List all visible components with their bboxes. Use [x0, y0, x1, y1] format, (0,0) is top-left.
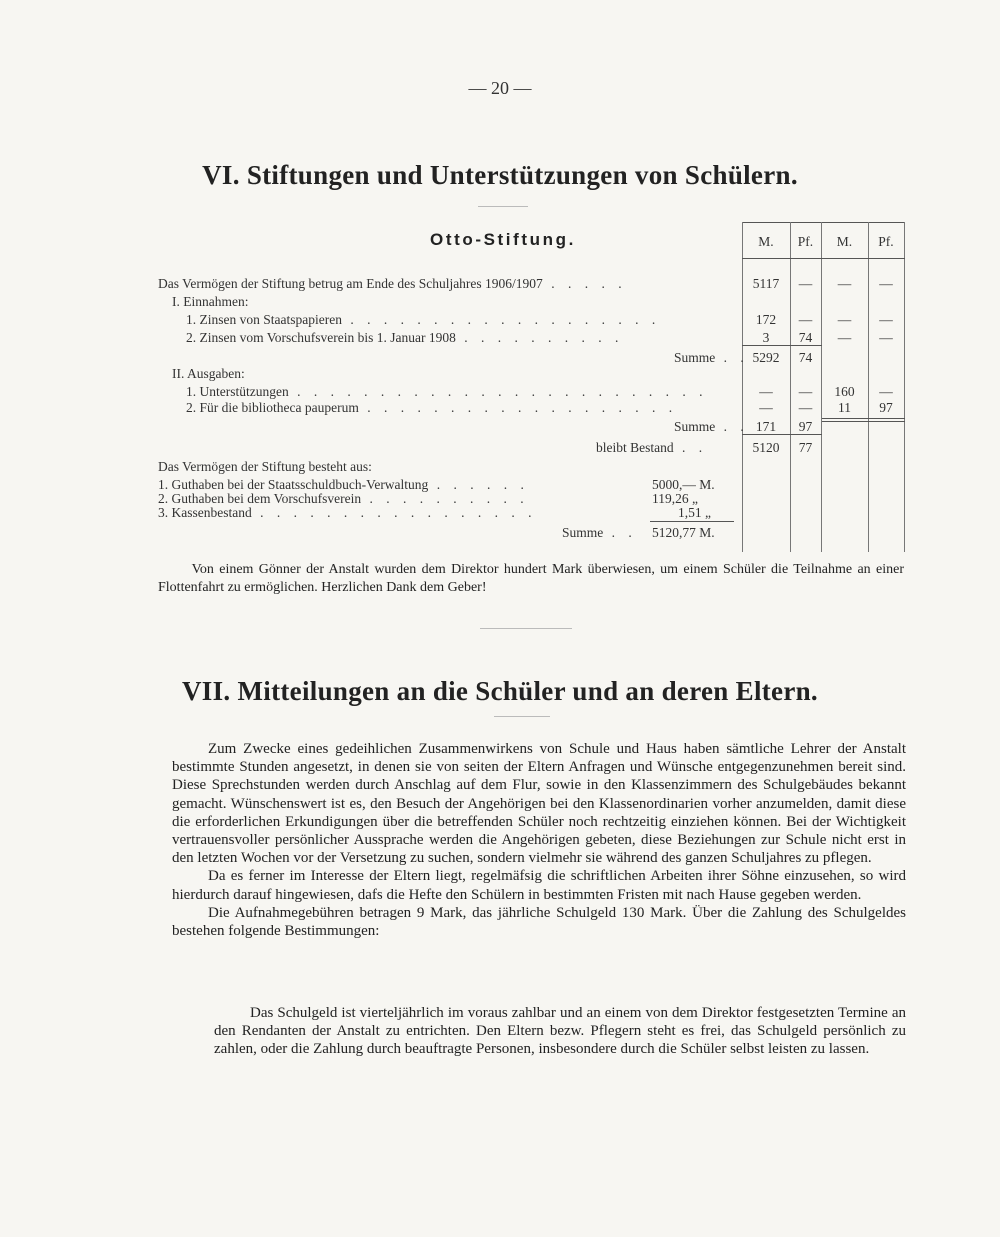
holdings-sum-label: Summe . . — [562, 525, 637, 540]
cell: 160 — [834, 384, 855, 399]
paragraph: Zum Zwecke eines gedeihlichen Zusammenwirkens von Schule und Haus haben sämtliche Lehrer der Anstalt bestimmte Stunden angesetzt, in denen sie von seiten der Eltern Anfragen und Wünsche entgegenzunehmen bereit sind. Diese Sprechstunden werden durch Anschlag auf dem Flur, sowie in den Klassenzimmern des Schulgebäudes bekannt gemacht. Wünschenswert ist es, den Besuch der Angehörigen bei den Klassenordinarien vorher anzumelden, damit diese die erforderlichen Erkundigungen über die betreffenden Schüler noch rechtzeitig einziehen können. Bei der Wichtigkeit vertrauensvoller persönlicher Aussprache werden die Angehörigen gebeten, diese Beziehungen zur Schule nicht erst in den letzten Wochen vor der Versetzung zu suchen, sondern vielmehr sie während des ganzen Schuljahres zu pflegen. — [172, 741, 906, 867]
cell: — — [798, 400, 813, 415]
cell: — — [798, 384, 813, 399]
foundation-title: Otto-Stiftung. — [430, 230, 576, 249]
cell: — — [837, 276, 852, 291]
sum-label: Summe . . — [674, 350, 749, 365]
cell: 74 — [798, 350, 813, 365]
section-6-title: VI. Stiftungen und Unterstützungen von Schülern. — [202, 160, 798, 190]
cell: — — [879, 312, 893, 327]
table-row-label: Das Vermögen der Stiftung betrug am Ende des Schuljahres 1906/1907 . . . . . — [158, 276, 627, 291]
cell: 97 — [879, 400, 893, 415]
cell: 74 — [798, 330, 813, 345]
cell: 3 — [762, 330, 770, 345]
sum-label: Summe . . — [674, 419, 749, 434]
cell: — — [879, 276, 893, 291]
cell: 5120 — [752, 440, 780, 455]
table-rule-right — [904, 222, 905, 552]
holdings-sum-value: 5120,77 M. — [652, 525, 715, 540]
holding-value: 5000,— M. — [652, 477, 715, 492]
divider — [480, 628, 572, 629]
cell: 97 — [798, 419, 813, 434]
divider — [494, 716, 550, 717]
page-number: — 20 — — [468, 78, 532, 98]
cell: — — [798, 312, 813, 327]
cell: — — [879, 384, 893, 399]
sum-rule — [650, 521, 734, 522]
balance-label: bleibt Bestand . . — [596, 440, 708, 455]
col-header-mark: M. — [758, 234, 774, 249]
cell: — — [879, 330, 893, 345]
regulation-block — [214, 1004, 906, 1059]
col-header-pfennig: Pf. — [797, 234, 814, 249]
cell: 172 — [755, 312, 777, 327]
cell: — — [759, 400, 773, 415]
col-header-mark: M. — [836, 234, 853, 249]
paragraph: Das Schulgeld ist vierteljährlich im voraus zahlbar und an einem von dem Direktor festgesetzten Termine an den Rendanten der Anstalt zu entrichten. Den Eltern bezw. Pflegern steht es frei, das Schulgeld persönlich zu zahlen, oder die Zahlung durch beauftragte Personen, insbesondere durch die Schüler selbst leisten zu lassen. — [214, 1005, 906, 1058]
section-7-title: VII. Mitteilungen an die Schüler und an deren Eltern. — [182, 676, 818, 706]
holding-item: 2. Guthaben bei dem Vorschufsverein . . . . . . . . . . — [158, 491, 529, 506]
table-row-label: 1. Unterstützungen . . . . . . . . . . . . . . . . . . . . . . . . . — [186, 384, 708, 399]
paragraph-block — [172, 740, 906, 940]
header-rule — [742, 258, 905, 259]
holding-value: 1,51 „ — [678, 505, 711, 520]
table-row-label: I. Einnahmen: — [172, 294, 249, 309]
paragraph: Die Aufnahmegebühren betragen 9 Mark, das jährliche Schulgeld 130 Mark. Über die Zahlung des Schulgeldes bestehen folgende Bestimmungen: — [172, 904, 906, 940]
cell: 11 — [838, 400, 851, 415]
col-header-pfennig: Pf. — [878, 234, 894, 249]
table-row-label: II. Ausgaben: — [172, 366, 245, 381]
table-row-label: 1. Zinsen von Staatspapieren . . . . . . . . . . . . . . . . . . . — [186, 312, 661, 327]
divider — [478, 206, 528, 207]
donor-note — [158, 561, 904, 597]
paragraph: Da es ferner im Interesse der Eltern liegt, regelmäfsig die schriftlichen Arbeiten ihrer Söhne einzusehen, so wird hierdurch darauf hingewiesen, dafs die Hefte den Schülern in bestimmten Fristen mit nach Hause gegeben werden. — [172, 868, 906, 903]
cell: 77 — [798, 440, 813, 455]
holding-value: 119,26 „ — [652, 491, 698, 506]
cell: — — [837, 312, 852, 327]
sum-rule — [822, 421, 905, 422]
table-row-label: 2. Für die bibliotheca pauperum . . . . . . . . . . . . . . . . . . . — [186, 400, 678, 415]
cell: — — [798, 276, 813, 291]
cell: 5292 — [752, 350, 780, 365]
table-row-label: 2. Zinsen vom Vorschufsverein bis 1. Januar 1908 . . . . . . . . . . — [186, 330, 624, 345]
note-text: Von einem Gönner der Anstalt wurden dem Direktor hundert Mark überwiesen, um einem Schüler die Teilnahme an einer Flottenfahrt zu ermöglichen. Herzlichen Dank dem Geber! — [158, 562, 904, 596]
table-top-rule — [742, 222, 905, 223]
sum-rule — [822, 418, 905, 419]
cell: — — [759, 384, 773, 399]
cell: 171 — [755, 419, 777, 434]
cell: 5117 — [752, 276, 780, 291]
holding-item: 3. Kassenbestand . . . . . . . . . . . . . . . . . — [158, 505, 537, 520]
cell: — — [837, 330, 852, 345]
holdings-heading: Das Vermögen der Stiftung besteht aus: — [158, 459, 372, 474]
holding-item: 1. Guthaben bei der Staatsschuldbuch-Verwaltung . . . . . . — [158, 477, 529, 492]
